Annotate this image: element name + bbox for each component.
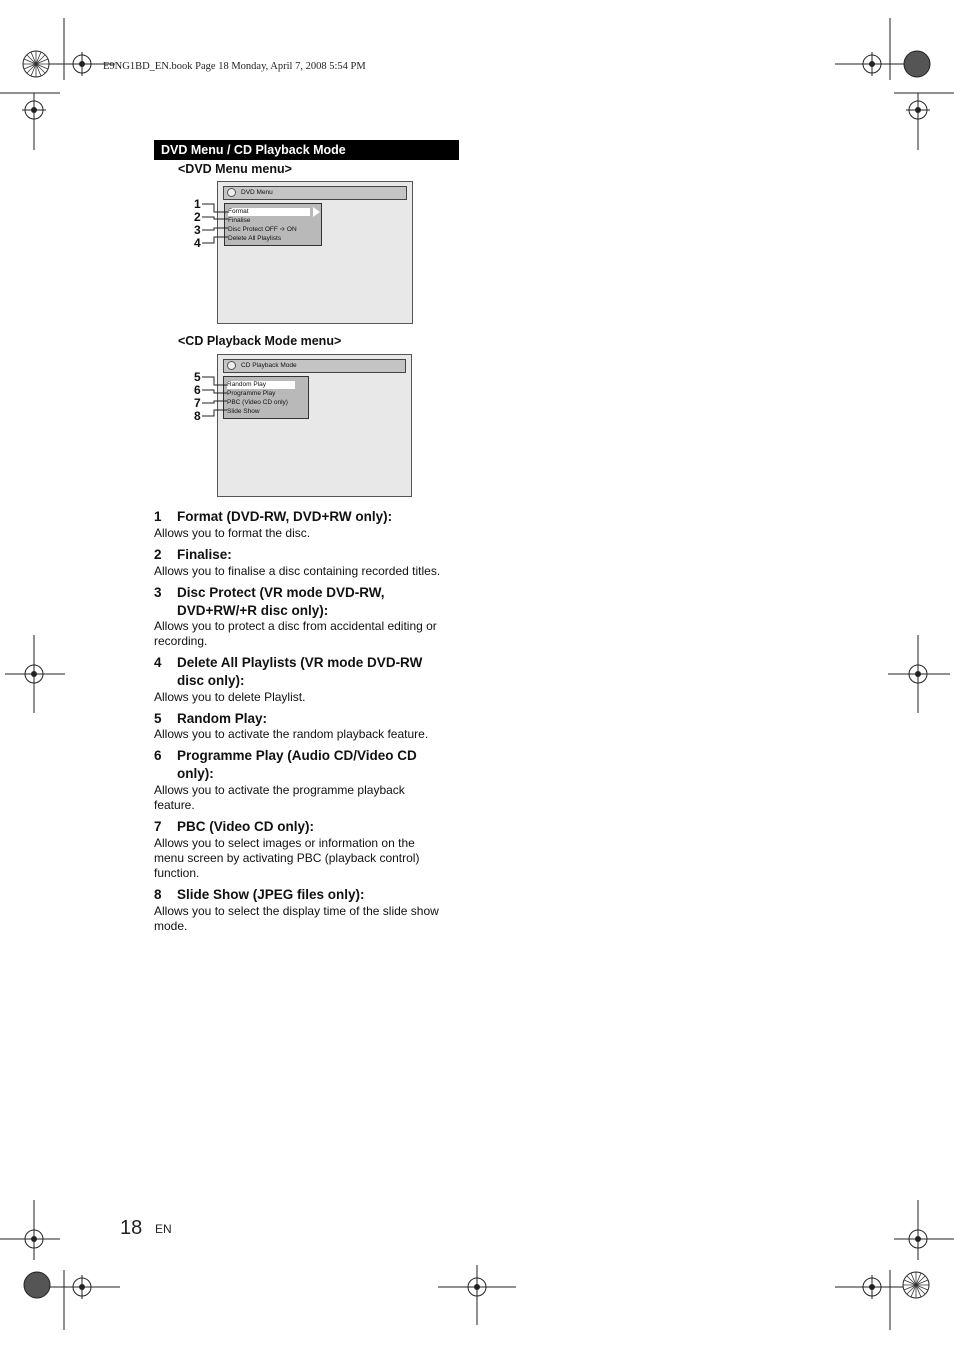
dvd-menu-list — [224, 203, 322, 246]
item-6-title: Programme Play (Audio CD/Video CD only): — [177, 748, 417, 781]
page-number: 18 — [120, 1217, 143, 1239]
item-3-title: Disc Protect (VR mode DVD-RW, DVD+RW/+R disc only): — [177, 585, 385, 618]
cd-menu-item-random-play[interactable]: Random Play — [227, 381, 295, 389]
cd-menu-item-pbc[interactable]: PBC (Video CD only) — [227, 399, 288, 406]
cd-menu-screen-title: CD Playback Mode — [241, 362, 297, 369]
cd-menu-screen-title-bar — [223, 359, 406, 373]
disc-icon — [227, 361, 236, 370]
callout-7: 7 — [194, 396, 201, 410]
dvd-menu-item-disc-protect[interactable]: Disc Protect OFF ➩ ON — [228, 226, 297, 233]
item-7-body: Allows you to select images or information on the menu screen by activating PBC (playback control) function. — [154, 836, 420, 880]
item-8-body: Allows you to select the display time of the slide show mode. — [154, 904, 439, 933]
item-8-number: 8 — [154, 887, 162, 902]
dvd-menu-item-finalise[interactable]: Finalise — [228, 217, 251, 224]
item-4-body: Allows you to delete Playlist. — [154, 690, 306, 704]
cd-menu-item-programme-play[interactable]: Programme Play — [227, 390, 276, 397]
item-5-body: Allows you to activate the random playback feature. — [154, 727, 429, 741]
running-head: E9NG1BD_EN.book Page 18 Monday, April 7, 2008 5:54 PM — [103, 61, 366, 72]
cd-menu-screen — [217, 354, 412, 497]
section-title: DVD Menu / CD Playback Mode — [154, 140, 459, 160]
callout-1: 1 — [194, 197, 201, 211]
item-2-body: Allows you to finalise a disc containing recorded titles. — [154, 564, 441, 578]
disc-icon — [227, 188, 236, 197]
item-1-number: 1 — [154, 509, 162, 524]
dvd-menu-screen — [217, 181, 413, 324]
cd-callout-lines — [200, 373, 230, 423]
dvd-menu-item-format[interactable]: Format — [228, 208, 310, 216]
callout-8: 8 — [194, 409, 201, 423]
item-5-title: Random Play: — [177, 711, 268, 726]
cd-menu-caption: <CD Playback Mode menu> — [178, 334, 342, 348]
item-3-number: 3 — [154, 585, 162, 600]
dvd-menu-caption: <DVD Menu menu> — [178, 162, 292, 176]
item-6-body: Allows you to activate the programme playback feature. — [154, 783, 405, 812]
dvd-callout-lines — [200, 200, 230, 250]
dvd-menu-screen-title: DVD Menu — [241, 189, 273, 196]
item-3-body: Allows you to protect a disc from accidental editing or recording. — [154, 619, 437, 648]
item-8-title: Slide Show (JPEG files only): — [177, 887, 365, 902]
callout-5: 5 — [194, 370, 201, 384]
cd-menu-item-slide-show[interactable]: Slide Show — [227, 408, 260, 415]
item-4-title: Delete All Playlists (VR mode DVD-RW disc only): — [177, 655, 423, 688]
arrow-right-icon — [313, 207, 320, 217]
item-1-body: Allows you to format the disc. — [154, 526, 311, 540]
callout-4: 4 — [194, 236, 201, 250]
item-6-number: 6 — [154, 748, 162, 763]
page-language: EN — [155, 1222, 172, 1236]
callout-6: 6 — [194, 383, 201, 397]
dvd-menu-item-delete-all-playlists[interactable]: Delete All Playlists — [228, 235, 282, 242]
callout-3: 3 — [194, 223, 201, 237]
item-4-number: 4 — [154, 655, 162, 670]
callout-2: 2 — [194, 210, 201, 224]
item-7-number: 7 — [154, 819, 162, 834]
dvd-menu-screen-title-bar — [223, 186, 407, 200]
cd-menu-list — [223, 376, 309, 419]
item-5-number: 5 — [154, 711, 162, 726]
item-2-number: 2 — [154, 547, 162, 562]
item-7-title: PBC (Video CD only): — [177, 819, 315, 834]
item-1-title: Format (DVD-RW, DVD+RW only): — [177, 509, 393, 524]
item-2-title: Finalise: — [177, 547, 232, 562]
